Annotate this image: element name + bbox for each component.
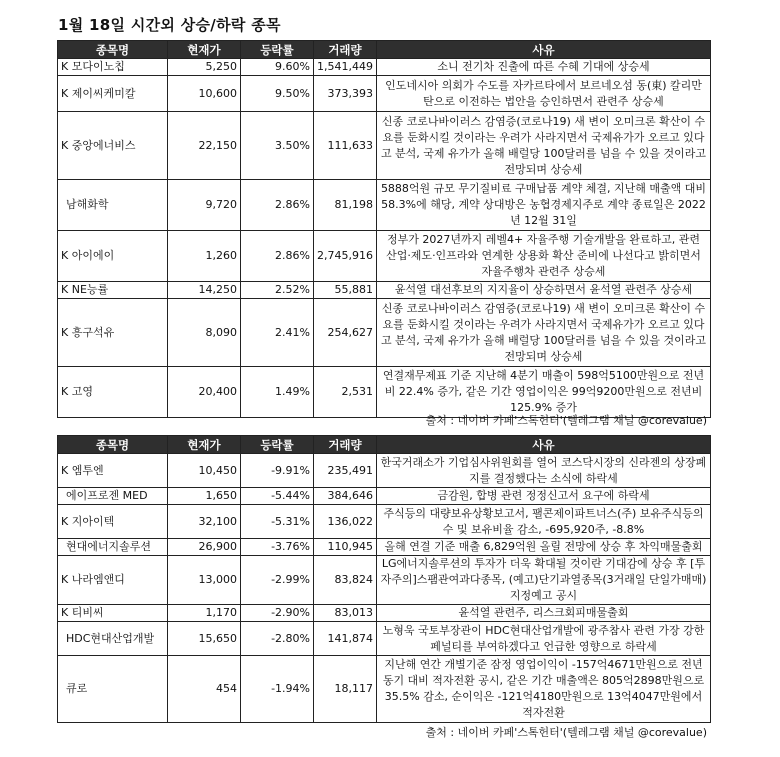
header-row <box>58 436 711 454</box>
stock-change: -2.99% <box>241 556 314 605</box>
stock-volume: 83,013 <box>314 605 377 622</box>
stock-reason: 한국거래소가 기업심사위원회를 열어 코스닥시장의 신라젠의 상장폐지를 결정했다는 소식에 하락세 <box>377 454 711 488</box>
header-change: 등락률 <box>241 436 314 454</box>
stock-price: 13,000 <box>168 556 241 605</box>
stock-price: 14,250 <box>168 282 241 299</box>
falling-stocks-table <box>57 435 711 723</box>
stock-name: 큐로 <box>58 656 168 723</box>
stock-name: K 제이씨케미칼 <box>58 76 168 112</box>
stock-price: 8,090 <box>168 299 241 367</box>
stock-change: 3.50% <box>241 112 314 180</box>
table-row <box>58 180 711 231</box>
stock-reason: 주식등의 대량보유상황보고서, 팰콘제이파트너스(주) 보유주식등의 수 및 보유비율 감소, -695,920주, -8.8% <box>377 505 711 539</box>
table-row <box>58 454 711 488</box>
stock-price: 32,100 <box>168 505 241 539</box>
stock-volume: 55,881 <box>314 282 377 299</box>
table-row <box>58 299 711 367</box>
stock-change: -5.44% <box>241 488 314 505</box>
stock-name: K 흥구석유 <box>58 299 168 367</box>
table-row <box>58 367 711 418</box>
stock-name: K 모다이노칩 <box>58 59 168 76</box>
stock-price: 5,250 <box>168 59 241 76</box>
table-row <box>58 622 711 656</box>
stock-name: 에이프로젠 MED <box>58 488 168 505</box>
stock-price: 15,650 <box>168 622 241 656</box>
stock-reason: 인도네시아 의회가 수도를 자카르타에서 보르네오섬 동(東) 칼리만탄으로 이전하는 법안을 승인하면서 관련주 상승세 <box>377 76 711 112</box>
header-volume: 거래량 <box>314 436 377 454</box>
stock-volume: 18,117 <box>314 656 377 723</box>
stock-price: 10,600 <box>168 76 241 112</box>
stock-change: -2.80% <box>241 622 314 656</box>
stock-change: -9.91% <box>241 454 314 488</box>
stock-price: 22,150 <box>168 112 241 180</box>
stock-reason: 신종 코로나바이러스 감염증(코로나19) 새 변이 오미크론 확산이 수요를 둔화시킬 것이라는 우려가 사라지면서 국제유가가 오르고 있다고 분석, 국제 유가가 올해 배럴당 100달러를 넘을 수 있을 것이라고 전망되며 상승세 <box>377 112 711 180</box>
stock-reason: 올해 연결 기준 매출 6,829억원 올릴 전망에 상승 후 차익매물출회 <box>377 539 711 556</box>
table-row <box>58 539 711 556</box>
stock-change: -2.90% <box>241 605 314 622</box>
table-row <box>58 231 711 282</box>
stock-change: 9.60% <box>241 59 314 76</box>
stock-volume: 141,874 <box>314 622 377 656</box>
stock-volume: 1,541,449 <box>314 59 377 76</box>
stock-change: 2.86% <box>241 231 314 282</box>
stock-volume: 81,198 <box>314 180 377 231</box>
table-row <box>58 76 711 112</box>
stock-name: K 나라엠앤디 <box>58 556 168 605</box>
stock-reason: 윤석열 관련주, 리스크회피매물출회 <box>377 605 711 622</box>
stock-volume: 384,646 <box>314 488 377 505</box>
stock-name: HDC현대산업개발 <box>58 622 168 656</box>
stock-name: K 엠투엔 <box>58 454 168 488</box>
page-title: 1월 18일 시간외 상승/하락 종목 <box>58 16 281 34</box>
stock-name: K 고영 <box>58 367 168 418</box>
stock-price: 10,450 <box>168 454 241 488</box>
stock-price: 1,650 <box>168 488 241 505</box>
stock-price: 1,260 <box>168 231 241 282</box>
header-name: 종목명 <box>58 41 168 59</box>
stock-volume: 83,824 <box>314 556 377 605</box>
stock-name: K 아이에이 <box>58 231 168 282</box>
stock-volume: 111,633 <box>314 112 377 180</box>
stock-reason: 정부가 2027년까지 레벨4+ 자율주행 기술개발을 완료하고, 관련 산업·제도·인프라와 연계한 상용화 확산 준비에 나선다고 밝히면서 자율주행차 관련주 상승세 <box>377 231 711 282</box>
stock-name: K 티비씨 <box>58 605 168 622</box>
stock-change: -5.31% <box>241 505 314 539</box>
stock-price: 454 <box>168 656 241 723</box>
stock-volume: 254,627 <box>314 299 377 367</box>
stock-reason: 금감원, 합병 관련 정정신고서 요구에 하락세 <box>377 488 711 505</box>
stock-name: K NE능률 <box>58 282 168 299</box>
stock-reason: 소니 전기차 진출에 따른 수혜 기대에 상승세 <box>377 59 711 76</box>
table-row <box>58 112 711 180</box>
stock-name: K 지아이텍 <box>58 505 168 539</box>
stock-change: 1.49% <box>241 367 314 418</box>
stock-volume: 2,531 <box>314 367 377 418</box>
table-row <box>58 505 711 539</box>
table-row <box>58 488 711 505</box>
stock-change: -3.76% <box>241 539 314 556</box>
stock-reason: LG에너지솔루션의 투자가 더욱 확대될 것이란 기대감에 상승 후 [투자주의]스팸관여과다종목, (예고)단기과열종목(3거래일 단일가매매) 지정예고 공시 <box>377 556 711 605</box>
header-price: 현재가 <box>168 41 241 59</box>
stock-change: 2.52% <box>241 282 314 299</box>
stock-change: 2.86% <box>241 180 314 231</box>
stock-volume: 110,945 <box>314 539 377 556</box>
header-name: 종목명 <box>58 436 168 454</box>
table-row <box>58 59 711 76</box>
stock-price: 20,400 <box>168 367 241 418</box>
stock-volume: 235,491 <box>314 454 377 488</box>
header-volume: 거래량 <box>314 41 377 59</box>
header-reason: 사유 <box>377 436 711 454</box>
stock-volume: 136,022 <box>314 505 377 539</box>
stock-change: -1.94% <box>241 656 314 723</box>
stock-name: 남해화학 <box>58 180 168 231</box>
header-price: 현재가 <box>168 436 241 454</box>
table-row <box>58 556 711 605</box>
stock-volume: 373,393 <box>314 76 377 112</box>
table-row <box>58 282 711 299</box>
stock-change: 9.50% <box>241 76 314 112</box>
source-note: 출처 : 네이버 카페'스톡헌터'(텔레그램 채널 @corevalue) <box>425 726 707 739</box>
header-reason: 사유 <box>377 41 711 59</box>
stock-reason: 지난해 연간 개별기준 잠정 영업이익이 -157억4671만원으로 전년동기 대비 적자전환 공시, 같은 기간 매출액은 805억2898만원으로 35.5% 감소, 순이익은 -121억4180만원으로 13억4047만원에서 적자전환 <box>377 656 711 723</box>
stock-price: 26,900 <box>168 539 241 556</box>
table-row <box>58 656 711 723</box>
stock-price: 1,170 <box>168 605 241 622</box>
table-row <box>58 605 711 622</box>
stock-name: 현대에너지솔루션 <box>58 539 168 556</box>
header-row <box>58 41 711 59</box>
stock-name: K 중앙에너비스 <box>58 112 168 180</box>
stock-reason: 노형욱 국토부장관이 HDC현대산업개발에 광주참사 관련 가장 강한 페널티를 부여하겠다고 언급한 영향으로 하락세 <box>377 622 711 656</box>
stock-reason: 연결재무제표 기준 지난해 4분기 매출이 598억5100만원으로 전년비 22.4% 증가, 같은 기간 영업이익은 99억9200만원으로 전년비 125.9% 증가 <box>377 367 711 418</box>
stock-change: 2.41% <box>241 299 314 367</box>
stock-price: 9,720 <box>168 180 241 231</box>
stock-reason: 5888억원 규모 무기질비료 구매납품 계약 체결, 지난해 매출액 대비 58.3%에 해당, 계약 상대방은 농협경제지주로 계약 종료일은 2022년 12월 31일 <box>377 180 711 231</box>
header-change: 등락률 <box>241 41 314 59</box>
source-note: 출처 : 네이버 카페'스톡헌터'(텔레그램 채널 @corevalue) <box>425 414 707 427</box>
rising-stocks-table <box>57 40 711 418</box>
stock-reason: 신종 코로나바이러스 감염증(코로나19) 새 변이 오미크론 확산이 수요를 둔화시킬 것이라는 우려가 사라지면서 국제유가가 오르고 있다고 분석, 국제 유가가 올해 배럴당 100달러를 넘을 수 있을 것이라고 전망되며 상승세 <box>377 299 711 367</box>
stock-reason: 윤석열 대선후보의 지지율이 상승하면서 윤석열 관련주 상승세 <box>377 282 711 299</box>
stock-volume: 2,745,916 <box>314 231 377 282</box>
